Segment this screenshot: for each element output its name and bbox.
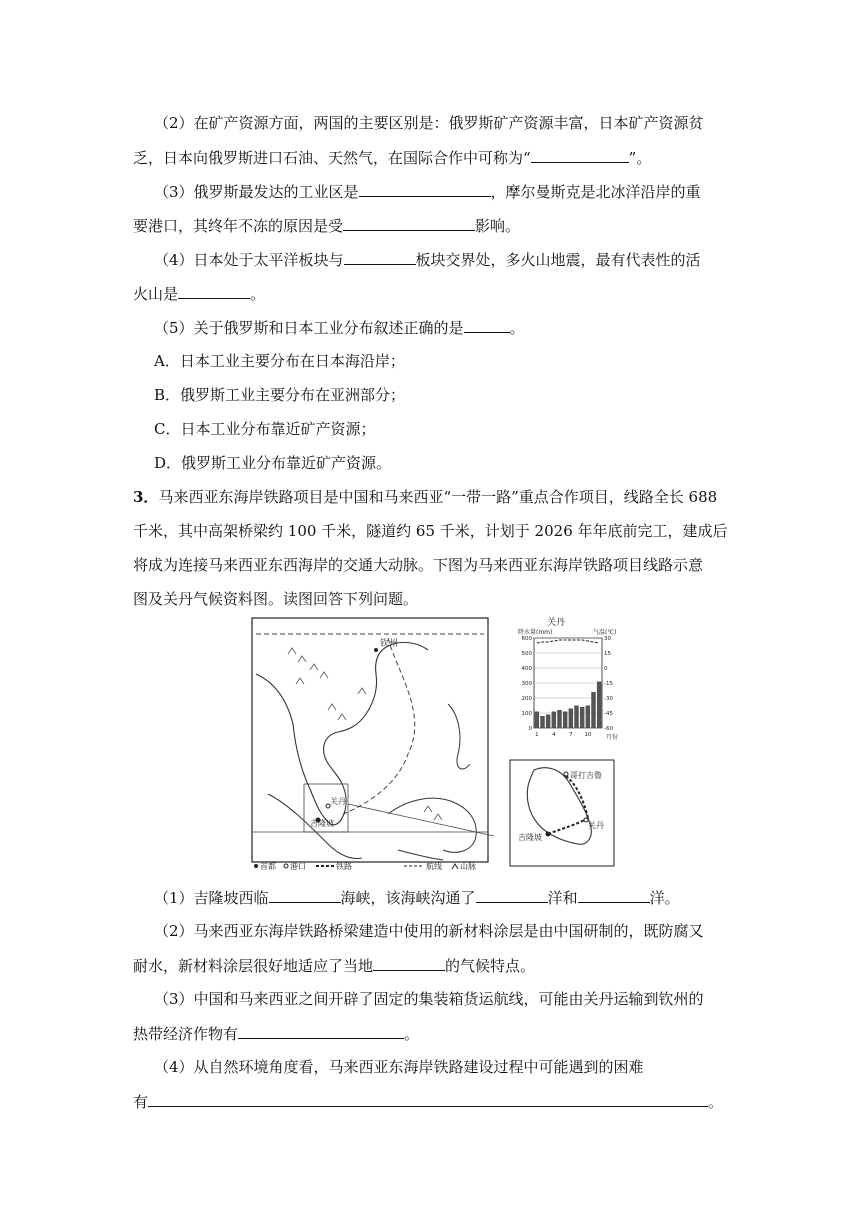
answer-blank[interactable] bbox=[344, 248, 416, 265]
label-guandan: 关丹 bbox=[330, 797, 346, 806]
month-tick-label: 1 bbox=[535, 732, 539, 738]
answer-blank[interactable] bbox=[531, 146, 629, 163]
answer-blank[interactable] bbox=[238, 1022, 404, 1039]
climate-chart bbox=[518, 616, 618, 741]
precip-bar bbox=[569, 709, 573, 729]
temperature-line bbox=[537, 640, 599, 643]
climate-title: 关丹 bbox=[546, 618, 566, 628]
climate-right-axis-label: 气温(℃) bbox=[593, 629, 617, 636]
q2-option-d: D．俄罗斯工业分布靠近矿产资源。 bbox=[154, 454, 392, 472]
precip-bar bbox=[557, 710, 561, 728]
q3-part3-line2-text: 热带经济作物有 。 bbox=[133, 1022, 419, 1045]
precip-bar bbox=[580, 707, 584, 728]
legend-port: 港口 bbox=[290, 862, 306, 871]
climate-right-ticks bbox=[604, 636, 613, 732]
precip-tick-label: 400 bbox=[521, 666, 532, 672]
legend-route: 航线 bbox=[426, 862, 442, 871]
inset-kl-icon bbox=[546, 832, 551, 837]
precip-tick-label: 600 bbox=[521, 636, 532, 642]
answer-blank[interactable] bbox=[359, 180, 491, 197]
precip-bar bbox=[591, 692, 595, 728]
q3-part2-line1: （2）马来西亚东海岸铁路桥梁建造中使用的新材料涂层是由中国研制的，既防腐又 bbox=[154, 922, 704, 940]
map-and-climate-figure bbox=[248, 614, 618, 872]
q3-part3-line1: （3）中国和马来西亚之间开辟了固定的集装箱货运航线，可能由关丹运输到钦州的 bbox=[154, 990, 704, 1008]
precip-bar bbox=[546, 715, 550, 729]
precip-tick-label: 0 bbox=[528, 726, 532, 732]
legend-capital: 首都 bbox=[260, 862, 276, 871]
month-tick-label: 7 bbox=[569, 732, 573, 738]
answer-blank[interactable] bbox=[373, 954, 445, 971]
q3-intro-line3: 将成为连接马来西亚东西海岸的交通大动脉。下图为马来西亚东海岸铁路项目线路示意 bbox=[133, 556, 704, 574]
climate-left-axis-label: 降水量(mm) bbox=[518, 629, 553, 636]
month-tick-label: 4 bbox=[552, 732, 556, 738]
precip-tick-label: 100 bbox=[521, 711, 532, 717]
temp-tick-label: 15 bbox=[604, 651, 611, 657]
q2-part5: （5）关于俄罗斯和日本工业分布叙述正确的是 。 bbox=[154, 316, 525, 339]
map-frame bbox=[252, 618, 488, 862]
temp-tick-label: -15 bbox=[604, 681, 613, 687]
precip-bar bbox=[574, 706, 578, 729]
precip-tick-label: 300 bbox=[521, 681, 532, 687]
label-qinzhou: 钦州 bbox=[380, 639, 399, 649]
q3-part1: （1）吉隆坡西临 海峡，该海峡沟通了 洋和 洋。 bbox=[154, 886, 680, 909]
q2-option-c: C．日本工业分布靠近矿产资源； bbox=[154, 420, 376, 438]
precip-bar bbox=[552, 712, 556, 729]
climate-month-ticks bbox=[535, 732, 592, 738]
q2-option-b: B．俄罗斯工业主要分布在亚洲部分； bbox=[154, 386, 406, 404]
qinzhou-port-icon bbox=[374, 648, 378, 652]
precip-tick-label: 200 bbox=[521, 696, 532, 702]
climate-bars bbox=[535, 682, 602, 729]
q3-intro-line1: 3．马来西亚东海岸铁路项目是中国和马来西亚“一带一路”重点合作项目，线路全长 688 bbox=[133, 488, 718, 506]
precip-bar bbox=[540, 716, 544, 728]
precip-bar bbox=[535, 712, 539, 729]
precip-tick-label: 500 bbox=[521, 651, 532, 657]
precip-bar bbox=[597, 682, 601, 729]
label-kuala-lumpur: 吉隆坡 bbox=[310, 819, 334, 828]
kota-bharu-icon bbox=[564, 772, 568, 776]
q3-part4-line2: 有 。 bbox=[133, 1090, 723, 1113]
temp-tick-label: -60 bbox=[604, 726, 613, 732]
q2-option-a: A．日本工业主要分布在日本海沿岸； bbox=[154, 352, 405, 370]
q3-part2-line2: 耐水，新材料涂层很好地适应了当地 的气候特点。 bbox=[133, 954, 535, 977]
q2-part3-line2: 要港口，其终年不冻的原因是受 影响。 bbox=[133, 214, 520, 237]
answer-blank[interactable] bbox=[464, 316, 510, 333]
label-guandan-inset: 关丹 bbox=[588, 821, 604, 830]
temp-tick-label: 30 bbox=[604, 636, 611, 642]
question-number: 3． bbox=[133, 488, 159, 506]
answer-blank[interactable] bbox=[476, 886, 548, 903]
answer-blank[interactable] bbox=[269, 886, 341, 903]
precip-bar bbox=[586, 706, 590, 729]
climate-month-label: 月份 bbox=[606, 734, 618, 741]
month-tick-label: 10 bbox=[584, 732, 592, 738]
legend-mountain: 山脉 bbox=[460, 862, 476, 871]
answer-blank[interactable] bbox=[178, 282, 250, 299]
label-kl-inset: 吉隆坡 bbox=[518, 833, 542, 842]
q3-intro-line2: 千米，其中高架桥梁约 100 千米，隧道约 65 千米，计划于 2026 年年底前完工，建成后 bbox=[133, 522, 728, 540]
q3-part4-line1: （4）从自然环境角度看，马来西亚东海岸铁路建设过程中可能遇到的困难 bbox=[154, 1058, 644, 1076]
answer-blank[interactable] bbox=[148, 1090, 708, 1107]
temp-tick-label: -30 bbox=[604, 696, 613, 702]
label-kota-bharu: 哥打吉鲁 bbox=[570, 771, 602, 780]
q2-part4-line2: 火山是 。 bbox=[133, 282, 265, 305]
answer-blank[interactable] bbox=[343, 214, 475, 231]
q2-part3-line1: （3）俄罗斯最发达的工业区是 ，摩尔曼斯克是北冰洋沿岸的重 bbox=[154, 180, 701, 203]
q2-part4-line1: （4）日本处于太平洋板块与 板块交界处，多火山地震，最有代表性的活 bbox=[154, 248, 701, 271]
temp-tick-label: -45 bbox=[604, 711, 613, 717]
q3-intro-line4: 图及关丹气候资料图。读图回答下列问题。 bbox=[133, 590, 419, 608]
figure-svg bbox=[248, 614, 618, 872]
climate-left-ticks bbox=[522, 636, 533, 732]
temp-tick-label: 0 bbox=[604, 666, 608, 672]
answer-blank[interactable] bbox=[578, 886, 650, 903]
q2-part2-line2: 乏，日本向俄罗斯进口石油、天然气，在国际合作中可称为“ ”。 bbox=[133, 146, 651, 169]
q2-part2-line1: （2）在矿产资源方面，两国的主要区别是：俄罗斯矿产资源丰富，日本矿产资源贫 bbox=[154, 114, 704, 132]
precip-bar bbox=[563, 712, 567, 729]
legend-railway: 铁路 bbox=[336, 862, 352, 871]
